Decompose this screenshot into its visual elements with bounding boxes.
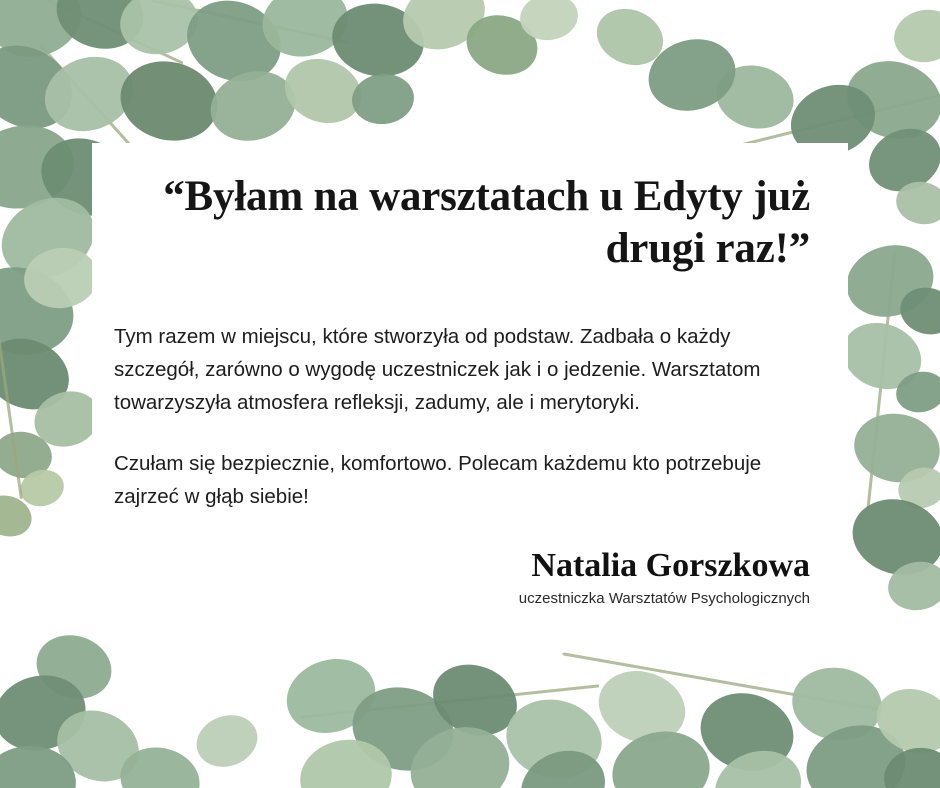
leaf-icon <box>20 243 102 313</box>
leaf-icon <box>0 427 56 482</box>
leaf-icon <box>705 739 812 788</box>
leaf-icon <box>691 683 802 782</box>
stem-icon <box>301 684 600 718</box>
leaf-icon <box>0 256 83 366</box>
testimonial-card <box>92 143 848 638</box>
leaf-icon <box>510 738 616 788</box>
leaf-icon <box>844 489 940 585</box>
leaf-icon <box>589 660 694 754</box>
leaf-icon <box>892 367 940 417</box>
leaf-icon <box>277 648 385 744</box>
testimonial-paragraph: Tym razem w miejscu, które stworzyła od podstaw. Zadbała o każdy szczegół, zarówno o wygodę uczestniczek jak i o jedzenie. Warsztatom towarzyszyła atmosfera refleksji, zadumy, ale i merytoryki. <box>114 324 761 415</box>
leaf-icon <box>884 557 940 615</box>
leaf-icon <box>34 45 143 143</box>
leaf-icon <box>890 5 940 67</box>
author-name: Natalia Gorszkowa <box>531 546 810 584</box>
leaf-icon <box>0 666 94 760</box>
leaf-icon <box>0 740 81 788</box>
leaf-icon <box>16 465 67 511</box>
testimonial-body <box>114 320 810 513</box>
stem-icon <box>723 92 940 151</box>
leaf-icon <box>459 6 545 83</box>
author-block <box>114 547 810 607</box>
leaf-icon <box>798 715 914 788</box>
leaf-icon <box>294 733 397 788</box>
leaf-icon <box>393 0 496 61</box>
leaf-icon <box>0 30 87 145</box>
leaf-icon <box>517 0 581 44</box>
leaf-icon <box>640 29 744 121</box>
leaf-icon <box>838 235 940 327</box>
leaf-icon <box>202 61 303 150</box>
leaf-icon <box>893 462 940 515</box>
stem-icon <box>46 0 183 65</box>
leaf-icon <box>189 707 264 775</box>
leaf-icon <box>350 71 417 127</box>
stem-icon <box>152 0 348 44</box>
leaf-icon <box>422 652 527 747</box>
leaf-icon <box>786 661 887 748</box>
leaf-icon <box>895 282 940 340</box>
testimonial-paragraph: Czułam się bezpiecznie, komfortowo. Polecam każdemu kto potrzebuje zajrzeć w głąb siebie! <box>114 451 762 508</box>
leaf-icon <box>859 118 940 203</box>
leaf-icon <box>868 679 940 764</box>
leaf-icon <box>892 177 940 229</box>
leaf-icon <box>113 739 206 788</box>
leaf-icon <box>0 326 80 421</box>
leaf-icon <box>588 0 671 75</box>
leaf-icon <box>849 407 940 489</box>
stem-icon <box>562 652 878 711</box>
leaf-icon <box>276 49 371 134</box>
leaf-icon <box>326 0 429 83</box>
leaf-icon <box>0 0 91 68</box>
stem-icon <box>0 301 23 499</box>
leaf-icon <box>175 0 293 95</box>
leaf-icon <box>48 0 152 59</box>
leaf-icon <box>605 723 717 788</box>
leaf-icon <box>880 743 940 788</box>
leaf-icon <box>344 677 463 781</box>
leaf-icon <box>0 116 81 218</box>
leaf-icon <box>837 50 940 150</box>
quote-title: “Byłam na warsztatach u Edyty już drugi raz!” <box>163 173 810 273</box>
leaf-icon <box>401 716 519 788</box>
stem-icon <box>866 251 896 510</box>
leaf-icon <box>112 51 226 150</box>
leaf-icon <box>499 691 609 787</box>
leaf-icon <box>46 698 150 788</box>
leaf-icon <box>255 0 355 65</box>
leaf-icon <box>710 57 801 136</box>
leaf-icon <box>28 626 119 708</box>
leaf-icon <box>833 312 930 400</box>
leaf-icon <box>115 0 203 60</box>
leaf-icon <box>0 489 37 542</box>
author-role: uczestniczka Warsztatów Psychologicznych <box>518 590 810 608</box>
